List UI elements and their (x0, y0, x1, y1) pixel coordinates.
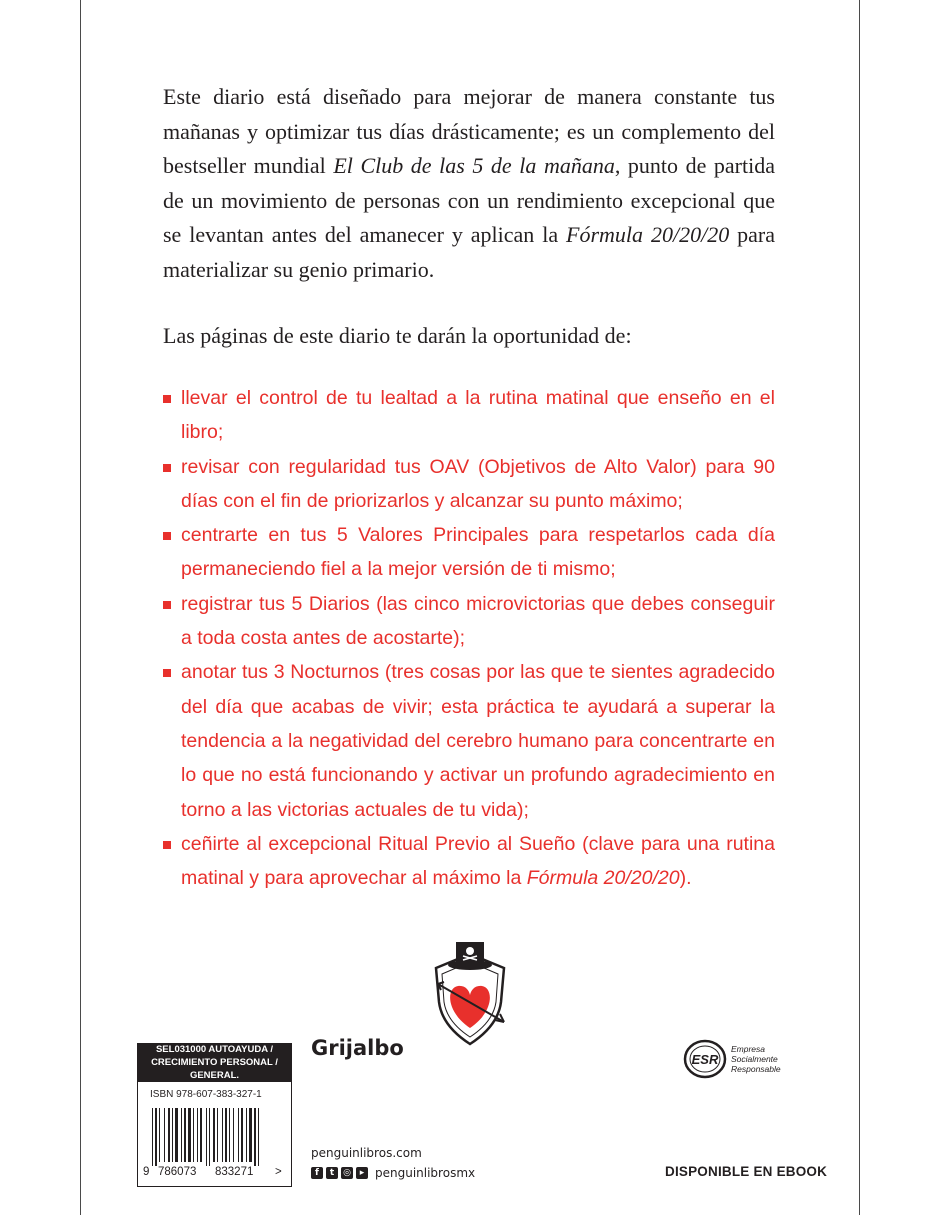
lead-sentence: Las páginas de este diario te darán la oportunidad de: (163, 323, 632, 348)
isbn-label: ISBN 978-607-383-327-1 (150, 1089, 262, 1100)
barcode-bar (229, 1108, 230, 1162)
instagram-icon[interactable]: ◎ (341, 1167, 353, 1179)
barcode-bar (217, 1108, 218, 1162)
publisher-logo: Grijalbo (311, 1036, 404, 1060)
list-item: llevar el control de tu lealtad a la rutina matinal que enseño en el libro; (163, 381, 775, 450)
barcode-bar (159, 1108, 160, 1162)
barcode-bar (184, 1108, 186, 1162)
club-emblem-icon (428, 940, 512, 1048)
barcode-bar (200, 1108, 202, 1162)
bullet-marker (163, 841, 171, 849)
barcode-bar (188, 1108, 191, 1162)
barcode-bar (233, 1108, 234, 1162)
bullet-marker (163, 532, 171, 540)
intro-paragraph: Este diario está diseñado para mejorar de manera constante tus mañanas y optimizar tus días drásticamente; es un complemento del bestseller mundial El Club de las 5 de la mañana, punto de partida de un movimiento de personas con un rendimiento excepcional que se levantan antes del amanecer y aplican la Fórmula 20/20/20 para materializar su genio primario. (163, 84, 775, 282)
category-label: SEL031000 AUTOAYUDA / CRECIMIENTO PERSONAL / GENERAL. (137, 1043, 292, 1081)
barcode-bar (164, 1108, 165, 1162)
barcode-bar (206, 1108, 207, 1166)
svg-text:Empresa: Empresa (731, 1044, 766, 1054)
barcode-icon (146, 1108, 284, 1166)
bullet-marker (163, 395, 171, 403)
barcode-bar (241, 1108, 243, 1162)
barcode-bar (152, 1108, 153, 1166)
social-handle[interactable]: penguinlibrosmx (375, 1166, 476, 1180)
formula-title: Fórmula 20/20/20 (566, 222, 730, 248)
list-item: registrar tus 5 Diarios (las cinco microvictorias que debes conseguir a toda costa antes de acostarte); (163, 587, 775, 656)
isbn-box: ISBN 978-607-383-327-1 9 786073 833271 > (137, 1081, 292, 1187)
youtube-icon[interactable]: ▸ (356, 1167, 368, 1179)
list-item: ceñirte al excepcional Ritual Previo al Sueño (clave para una rutina matinal y para aprovechar al máximo la Fórmula 20/20/20). (163, 827, 775, 896)
svg-text:Responsable: Responsable (731, 1064, 781, 1074)
barcode-bar (222, 1108, 223, 1162)
barcode-bar (246, 1108, 247, 1162)
bullet-list (163, 381, 775, 895)
barcode-bar (168, 1108, 170, 1162)
barcode-bar (213, 1108, 215, 1162)
bullet-marker (163, 601, 171, 609)
barcode-bar (254, 1108, 256, 1166)
barcode-bar (225, 1108, 227, 1162)
barcode-bar (209, 1108, 210, 1166)
barcode-bar (238, 1108, 239, 1162)
barcode-bar (193, 1108, 194, 1162)
facebook-icon[interactable]: f (311, 1167, 323, 1179)
website-link[interactable]: penguinlibros.com (311, 1146, 422, 1160)
bullet-marker (163, 669, 171, 677)
bullet-marker (163, 464, 171, 472)
svg-text:Socialmente: Socialmente (731, 1054, 778, 1064)
ebook-availability: DISPONIBLE EN EBOOK (665, 1164, 828, 1179)
barcode-bar (258, 1108, 259, 1166)
twitter-icon[interactable]: t (326, 1167, 338, 1179)
esr-logo-icon (683, 1036, 813, 1082)
list-item: revisar con regularidad tus OAV (Objetivos de Alto Valor) para 90 días con el fin de priorizarlos y alcanzar su punto máximo; (163, 450, 775, 519)
barcode-bar (249, 1108, 252, 1162)
barcode-bar (155, 1108, 157, 1166)
list-item: anotar tus 3 Nocturnos (tres cosas por las que te sientes agradecido del día que acabas de vivir; esta práctica te ayudará a superar la tendencia a la negatividad del cerebro humano para concentrarte en lo que no está funcionando y activar un profundo agradecimiento en torno a las victorias actuales de tu vida); (163, 655, 775, 826)
barcode-bar (172, 1108, 173, 1162)
barcode-bar (197, 1108, 198, 1162)
social-links (311, 1166, 475, 1180)
barcode-bar (181, 1108, 182, 1162)
book-title: El Club de las 5 de la mañana (333, 153, 615, 179)
list-item: centrarte en tus 5 Valores Principales para respetarlos cada día permaneciendo fiel a la mejor versión de ti mismo; (163, 518, 775, 587)
barcode-bar (175, 1108, 178, 1162)
svg-text:ESR: ESR (691, 1052, 719, 1067)
